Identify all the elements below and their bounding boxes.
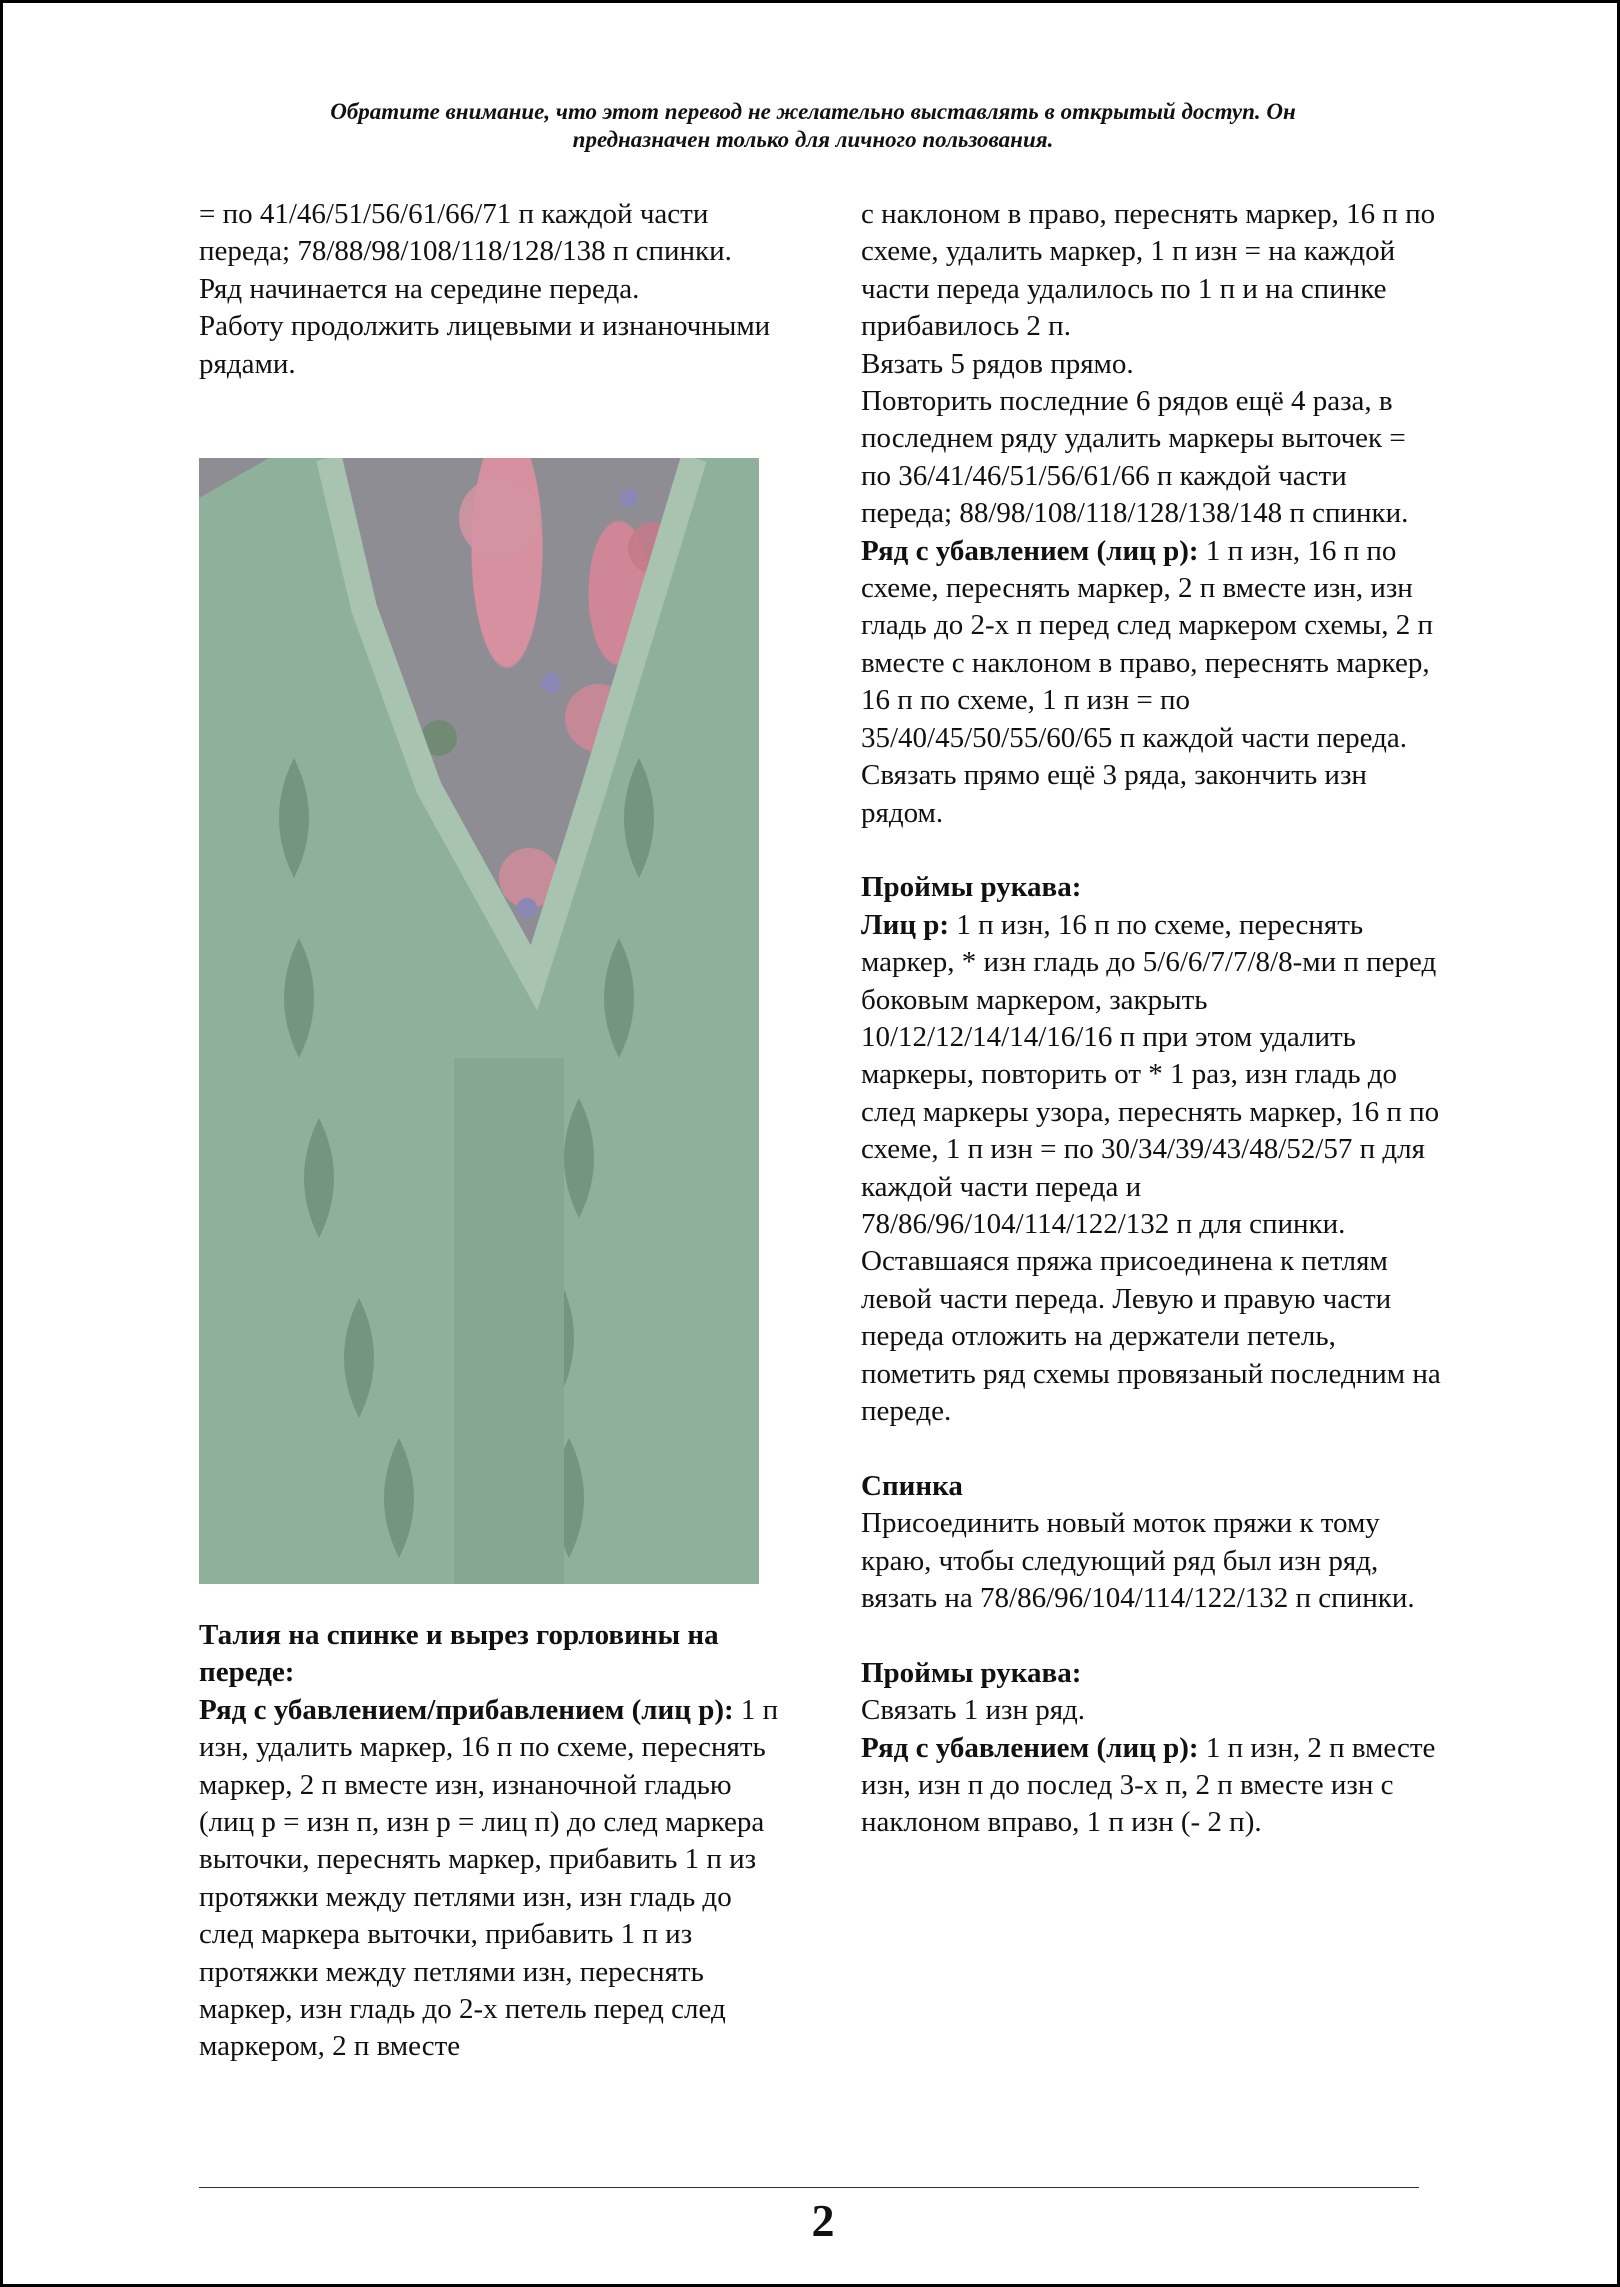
left-column-lower [199,1617,779,2066]
armholes-heading-1: Проймы рукава: [861,871,1082,904]
center-purl-panel [454,1058,564,1584]
continued-paragraph: с наклоном в право, переснять маркер, 16 п по схеме, удалить маркер, 1 п изн = на каждой части переда удалилось по 1 п и на спинке прибавилось 2 п. [861,198,1436,343]
knit-5-rows: Вязать 5 рядов прямо. [861,347,1134,380]
inc-dec-row-text: 1 п изн, удалить маркер, 16 п по схеме, переснять маркер, 2 п вместе изн, изнаночной гладью (лиц р = изн п, изн р = лиц п) до след маркера выточки, переснять маркер, прибавить 1 п из протяжки между петлями изн, изн гладь до след маркера выточки, прибавить 1 п из протяжки между петлями изн, переснять маркер, изн гладь до 2-х петель перед след маркером, 2 п вместе [199,1693,779,2063]
rs-row-text: 1 п изн, 16 п по схеме, переснять маркер, * изн гладь до 5/6/6/7/7/8/8-ми п перед боковым маркером, закрыть 10/12/12/14/14/16/16 п при этом удалить маркеры, повторить от * 1 раз, изн гладь до след маркеры узора, переснять маркер, 16 п по схеме, 1 п изн = по 30/34/39/43/48/52/57 п для каждой части переда и 78/86/96/104/114/122/132 п для спинки. [861,908,1440,1240]
dec-row [861,533,1441,757]
vest-illustration [199,458,759,1584]
page-number: 2 [811,2195,835,2246]
continue-paragraph: Работу продолжить лицевыми и изнаночными рядами. [199,310,771,380]
back-paragraph: Присоединить новый моток пряжи к тому краю, чтобы следующий ряд был изн ряд, вязать на 78/86/96/104/114/122/132 п спинки. [861,1507,1415,1614]
armholes-heading-2: Проймы рукава: [861,1656,1082,1689]
dec-row-label: Ряд с убавлением (лиц р): [861,534,1199,567]
left-column [199,196,779,383]
intro-paragraph: = по 41/46/51/56/61/66/71 п каждой части переда; 78/88/98/108/118/128/138 п спинки. Ряд начинается на середине переда. [199,198,732,305]
back-heading: Спинка [861,1469,963,1502]
remaining-yarn-paragraph: Оставшаяся пряжа присоединена к петлям левой части переда. Левую и правую части переда отложить на держатели петель, пометить ряд схемы провязаный последним на переде. [861,1245,1441,1427]
inc-dec-row-label: Ряд с убавлением/прибавлением (лиц р): [199,1693,734,1726]
inc-dec-row [199,1692,779,2066]
notice-line-2: предназначен только для личного пользования. [572,127,1054,152]
right-column [861,196,1441,1842]
copyright-notice [153,98,1473,154]
dec-row-text: 1 п изн, 16 п по схеме, переснять маркер, 2 п вместе изн, изн гладь до 2-х п перед след маркером схемы, 2 п вместе с наклоном в право, переснять маркер, 16 п по схеме, 1 п изн = по 35/40/45/50/55/60/65 п каждой части переда. [861,534,1433,754]
knit-3-rows: Связать прямо ещё 3 ряда, закончить изн рядом. [861,759,1367,829]
dec-row-2-label: Ряд с убавлением (лиц р): [861,1731,1199,1764]
notice-line-1: Обратите внимание, что этот перевод не желательно выставлять в открытый доступ. Он [330,99,1296,124]
dec-row-2-text: 1 п изн, 2 п вместе изн, изн п до послед 3-х п, 2 п вместе изн с наклоном вправо, 1 п изн (- 2 п). [861,1731,1436,1839]
dec-row-2 [861,1730,1441,1842]
rs-row [861,907,1441,1244]
footer-divider [199,2187,1419,2188]
knitted-vest-photo [199,458,759,1584]
rs-row-label: Лиц р: [861,908,950,941]
repeat-paragraph: Повторить последние 6 рядов ещё 4 раза, в последнем ряду удалить маркеры выточек = по 36/41/46/51/56/61/66 п каждой части переда; 88/98/108/118/128/138/148 п спинки. [861,385,1409,530]
knit-1-row: Связать 1 изн ряд. [861,1694,1086,1727]
waist-heading: Талия на спинке и вырез горловины на переде: [199,1619,719,1689]
